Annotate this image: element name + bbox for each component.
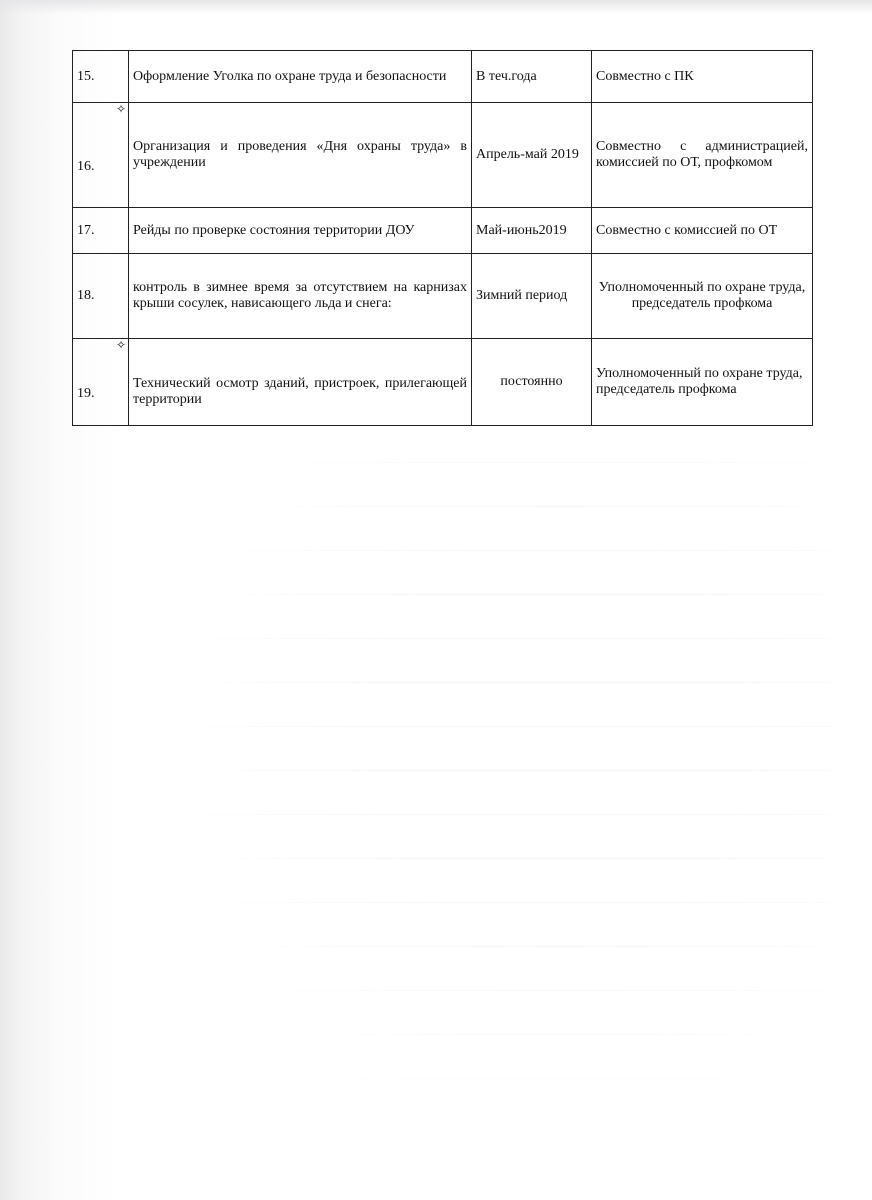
term-cell: В теч.года	[472, 51, 592, 103]
sparkle-marker-icon: ✧	[115, 338, 126, 352]
term-cell: Май-июнь2019	[472, 208, 592, 254]
task-cell: контроль в зимнее время за отсутствием на карнизах крыши сосулек, нависающего льда и снега:	[129, 254, 472, 339]
term-cell: Зимний период	[472, 254, 592, 339]
task-cell: Организация и проведения «Дня охраны труда» в учреждении	[129, 103, 472, 208]
reverse-side-bleed-through	[150, 440, 830, 1180]
responsible-cell: Уполномоченный по охране труда, председатель профкома	[592, 339, 813, 426]
row-number-cell	[73, 339, 129, 426]
task-cell: Оформление Уголка по охране труда и безопасности	[129, 51, 472, 103]
row-number: 18.	[73, 254, 129, 339]
table-row	[73, 51, 813, 103]
table-row	[73, 254, 813, 339]
table-row	[73, 103, 813, 208]
responsible-cell: Совместно с комиссией по ОТ	[592, 208, 813, 254]
task-cell: Рейды по проверке состояния территории ДОУ	[129, 208, 472, 254]
table-row	[73, 339, 813, 426]
responsible-cell: Совместно с администрацией, комиссией по ОТ, профкомом	[592, 103, 813, 208]
row-number: 16.	[77, 158, 95, 174]
row-number: 17.	[73, 208, 129, 254]
responsible-cell: Совместно с ПК	[592, 51, 813, 103]
task-cell: Технический осмотр зданий, пристроек, прилегающей территории	[129, 339, 472, 426]
row-number-cell	[73, 103, 129, 208]
row-number: 19.	[77, 385, 95, 401]
sparkle-marker-icon: ✧	[115, 102, 126, 116]
term-cell: Апрель-май 2019	[472, 103, 592, 208]
responsible-cell: Уполномоченный по охране труда, председатель профкома	[592, 254, 813, 339]
term-cell: постоянно	[472, 339, 592, 426]
table-row	[73, 208, 813, 254]
scan-top-shadow	[0, 0, 872, 14]
activity-plan-table	[72, 50, 813, 426]
row-number: 15.	[73, 51, 129, 103]
